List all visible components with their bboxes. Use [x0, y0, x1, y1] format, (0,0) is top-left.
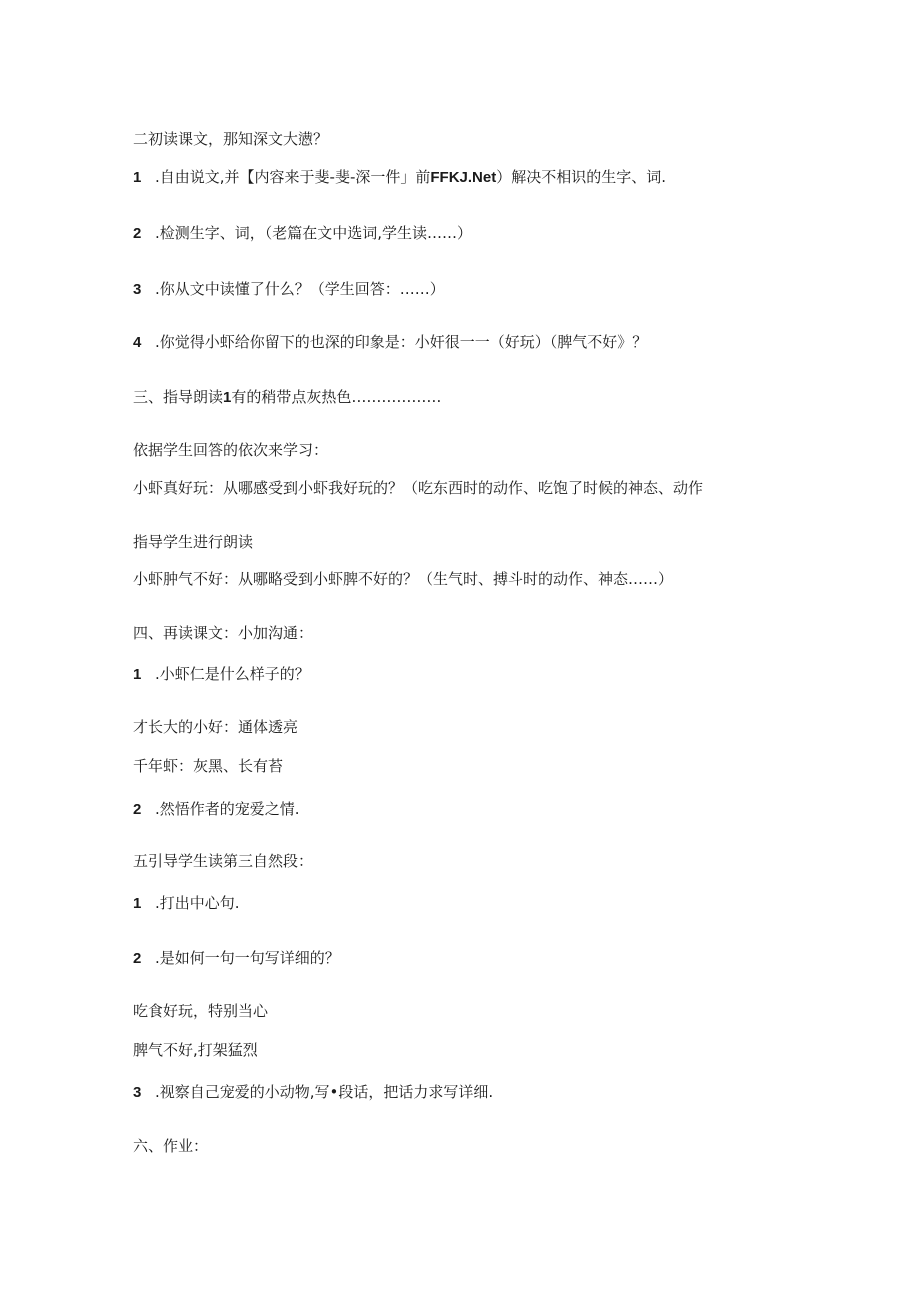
list-item: 1 .小虾仁是什么样子的？	[133, 665, 310, 683]
list-item: 2 .是如何一句一句写详细的？	[133, 949, 340, 967]
paragraph: 才长大的小好：通体透亮	[133, 718, 299, 736]
paragraph: 小虾肿气不好：从哪略受到小虾脾不好的？（生气时、搏斗时的动作、神态……）	[133, 570, 674, 588]
paragraph: 指导学生进行朗读	[133, 533, 254, 551]
section-heading-2: 二初读课文，那知深文大懑？	[133, 130, 329, 148]
paragraph: 吃食好玩，特别当心	[133, 1002, 269, 1020]
paragraph: 小虾真好玩：从哪感受到小虾我好玩的？（吃东西时的动作、吃饱了时候的神态、动作	[133, 479, 704, 497]
list-item: 4 .你觉得小虾给你留下的也深的印象是：小奸很一一（好玩）（脾气不好》？	[133, 333, 648, 351]
section-heading-5: 五引导学生读第三自然段：	[133, 852, 314, 870]
list-item: 3 .你从文中读懂了什么？（学生回答：……）	[133, 280, 445, 298]
paragraph: 千年虾：灰黑、长有苔	[133, 757, 284, 775]
list-item: 1 .打出中心句.	[133, 894, 240, 912]
section-heading-3: 三、指导朗读1有的稍带点灰热色………………	[133, 388, 442, 406]
paragraph: 依据学生回答的依次来学习：	[133, 441, 329, 459]
section-heading-6: 六、作业：	[133, 1137, 209, 1155]
list-item: 2 .然悟作者的宠爱之情.	[133, 800, 300, 818]
section-heading-4: 四、再读课文：小加沟通：	[133, 624, 314, 642]
list-item: 3 .视察自己宠爱的小动物,写•段话，把话力求写详细.	[133, 1083, 494, 1101]
paragraph: 脾气不好,打架猛烈	[133, 1041, 258, 1059]
list-item: 1 .自由说文,并【内容来于斐-斐-深一件」前FFKJ.Net）解决不相识的生字、词.	[133, 168, 666, 186]
list-item: 2 .检测生字、词，（老篇在文中选词,学生读……）	[133, 224, 473, 242]
